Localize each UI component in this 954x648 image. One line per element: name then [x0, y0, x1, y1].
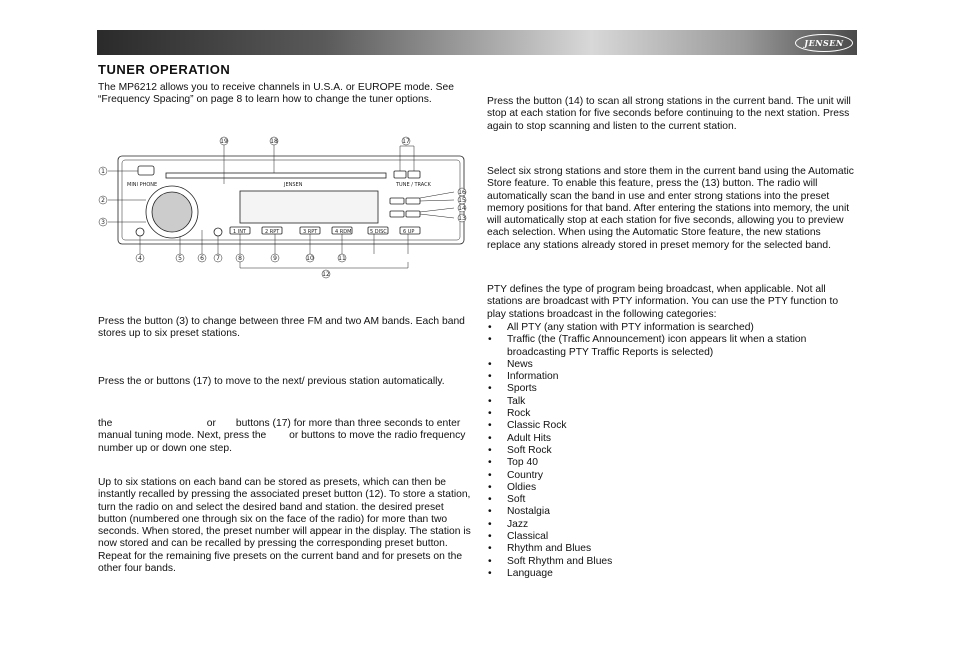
callout-6	[198, 254, 206, 262]
pty-category-item: • Jazz	[487, 519, 857, 531]
header-bar	[97, 30, 857, 55]
svg-text:7: 7	[216, 255, 220, 262]
pty-category-item: • Top 40	[487, 457, 857, 469]
svg-text:9: 9	[273, 255, 277, 262]
callout-9	[271, 254, 279, 262]
eject-button	[138, 166, 154, 175]
callout-17	[402, 137, 410, 145]
svg-text:18: 18	[270, 138, 278, 145]
pty-category-item: • Soft Rhythm and Blues	[487, 556, 857, 568]
cd-slot	[166, 173, 386, 178]
pty-category-item: • Rock	[487, 408, 857, 420]
callout-8	[236, 254, 244, 262]
callout-10	[306, 254, 314, 262]
mini-phone-label: MINI PHONE	[127, 182, 158, 188]
intro-paragraph: The MP6212 allows you to receive channels in U.S.A. or EUROPE mode. See “Frequency Spacing” on page 8 to learn how to change the tuner options.	[98, 82, 454, 106]
callout-19	[220, 137, 228, 145]
scan-paragraph: Press the button (14) to scan all strong stations in the current band. The unit will stop at each station for five seconds before continuing to the next station. Press again to stop scanning and listen to the current station.	[487, 96, 851, 132]
pty-category-item: • Nostalgia	[487, 506, 857, 518]
callout-12	[322, 270, 330, 278]
pty-category-item: • News	[487, 359, 857, 371]
svg-text:15: 15	[458, 197, 466, 204]
pty-category-item: • All PTY (any station with PTY information is searched)	[487, 322, 857, 334]
pty-category-item: • Traffic (the (Traffic Announcement) icon appears lit when a station broadcasting PTY Traffic Reports is selected)	[487, 334, 857, 359]
band-paragraph: Press the button (3) to change between three FM and two AM bands. Each band stores up to six preset stations.	[98, 316, 465, 340]
auto-store-paragraph: Select six strong stations and store them in the current band using the Automatic Store feature. To enable this feature, press the (13) button. The radio will automatically scan the band in use and enter strong stations into the preset memory positions for that band. After entering the stations into memory, the unit will automatically stop at each station for five seconds, allowing you to preview each selection. When using the Automatic Store feature, the new stations replace any stations already stored in preset memory for the selected band.	[487, 166, 854, 251]
svg-text:6 UP: 6 UP	[403, 229, 415, 235]
pty-category-item: • Talk	[487, 396, 857, 408]
radio-faceplate-diagram	[94, 134, 474, 284]
pty-category-item: • Classical	[487, 531, 857, 543]
callout-3	[99, 218, 107, 226]
callout-16	[458, 188, 466, 196]
pty-category-item: • Information	[487, 371, 857, 383]
callout-4	[136, 254, 144, 262]
pty-category-item: • Country	[487, 470, 857, 482]
svg-text:16: 16	[458, 189, 466, 196]
pty-category-item: • Adult Hits	[487, 433, 857, 445]
seek-up-button	[408, 171, 420, 178]
svg-text:1 INT: 1 INT	[233, 229, 247, 235]
lcd-display	[240, 191, 378, 223]
svg-text:1: 1	[101, 168, 105, 175]
svg-text:2: 2	[101, 197, 105, 204]
svg-text:10: 10	[306, 255, 314, 262]
svg-text:6: 6	[200, 255, 204, 262]
pty-paragraph: PTY defines the type of program being broadcast, when applicable. Not all stations are broadcast with PTY information. You can use the PTY function to play stations broadcast in the following categories:	[487, 284, 839, 320]
scan-button	[390, 211, 404, 217]
presets-paragraph: Up to six stations on each band can be stored as presets, which can then be instantly recalled by pressing the associated preset button (12). To store a station, turn the radio on and select the desired band and station. the desired preset button (numbered one through six on the face of the radio) for more than two seconds. When stored, the preset number will appear in the display. The station is now stored and can be recalled by pressing the corresponding preset button. Repeat for the remaining five presets on the current band and for presets on the other four bands.	[98, 477, 471, 575]
svg-text:3 RPT: 3 RPT	[303, 229, 318, 235]
manual-tune-paragraph: the or buttons (17) for more than three seconds to enter manual tuning mode. Next, press the or buttons to move the radio frequency number up or down one step.	[98, 418, 469, 454]
svg-text:3: 3	[101, 219, 105, 226]
tune-track-label: TUNE / TRACK	[396, 182, 431, 188]
svg-text:11: 11	[338, 255, 346, 262]
brand-logo: JENSEN	[795, 34, 853, 52]
brand-label: JENSEN	[284, 182, 303, 188]
auto-tune-paragraph: Press the or buttons (17) to move to the next/ previous station automatically.	[98, 376, 445, 387]
svg-text:13: 13	[458, 215, 466, 222]
callout-18	[270, 137, 278, 145]
callout-15	[458, 196, 466, 204]
svg-text:14: 14	[458, 205, 466, 212]
svg-text:8: 8	[238, 255, 242, 262]
pty-category-item: • Classic Rock	[487, 420, 857, 432]
callout-13	[458, 214, 466, 222]
pty-category-list	[487, 322, 857, 580]
pty-category-item: • Language	[487, 568, 857, 580]
seek-down-button	[394, 171, 406, 178]
svg-text:12: 12	[322, 271, 330, 278]
pty-category-item: • Soft Rock	[487, 445, 857, 457]
svg-text:19: 19	[220, 138, 228, 145]
callout-7	[214, 254, 222, 262]
svg-text:5: 5	[178, 255, 182, 262]
callout-14	[458, 204, 466, 212]
as-button	[406, 211, 420, 217]
callout-1	[99, 167, 107, 175]
svg-text:4: 4	[138, 255, 142, 262]
callout-11	[338, 254, 346, 262]
band-button	[390, 198, 404, 204]
pty-button	[406, 198, 420, 204]
pty-category-item: • Oldies	[487, 482, 857, 494]
callout-5	[176, 254, 184, 262]
pty-category-item: • Rhythm and Blues	[487, 543, 857, 555]
page-title: TUNER OPERATION	[98, 62, 231, 77]
pty-category-item: • Soft	[487, 494, 857, 506]
callout-2	[99, 196, 107, 204]
svg-text:17: 17	[402, 138, 410, 145]
svg-text:5 DISC: 5 DISC	[370, 229, 387, 235]
volume-knob	[152, 192, 192, 232]
pty-category-item: • Sports	[487, 383, 857, 395]
svg-text:2 RPT: 2 RPT	[265, 229, 280, 235]
svg-text:4 RDM: 4 RDM	[335, 229, 352, 235]
